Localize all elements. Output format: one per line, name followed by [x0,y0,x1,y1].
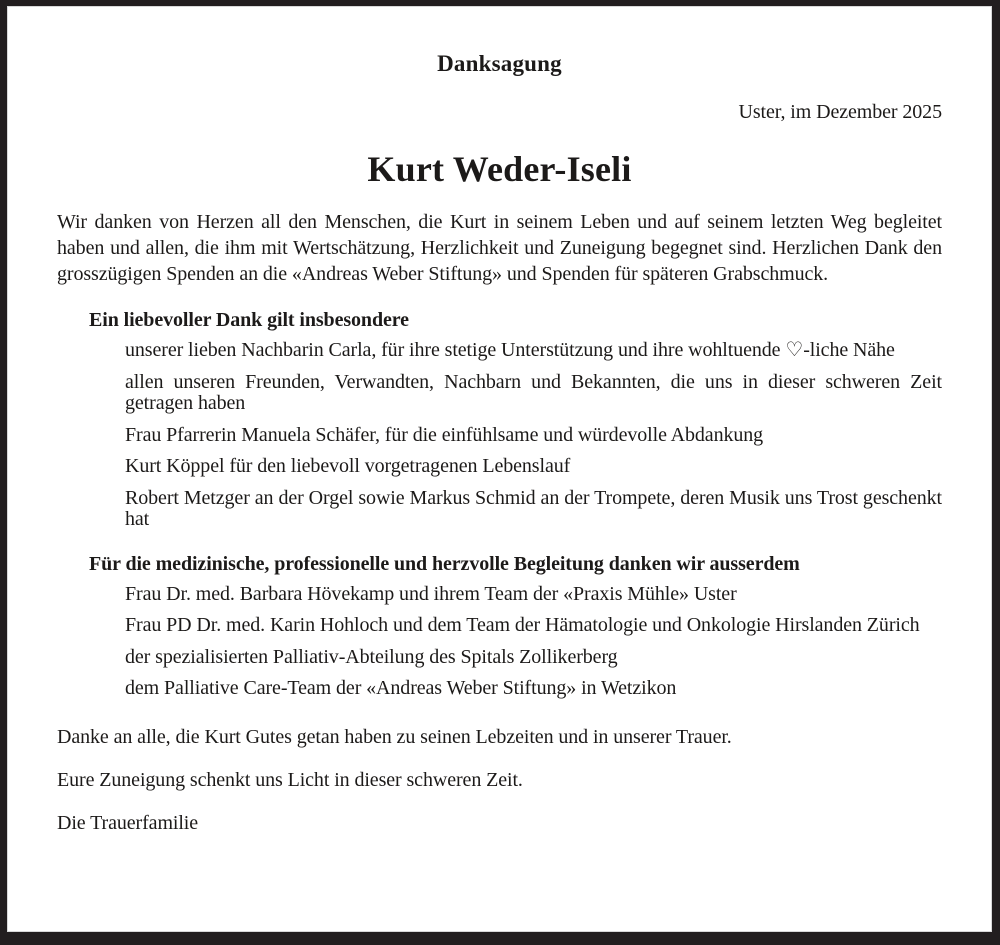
thanks-item-palliative-care-team: dem Palliative Care-Team der «Andreas Weber Stiftung» in Wetzikon [125,677,677,699]
thanks-item-oncology-team: Frau PD Dr. med. Karin Hohloch und dem Team der Hämatologie und Onkologie Hirslanden Zürich [125,614,920,636]
closing-paragraph-thanks: Danke an alle, die Kurt Gutes getan haben zu seinen Lebzeiten und in unserer Trauer. [57,725,732,748]
thanks-item-friends: allen unseren Freunden, Verwandten, Nachbarn und Bekannten, die uns in dieser schweren Zeit getragen haben [125,370,942,414]
intro-paragraph: Wir danken von Herzen all den Menschen, die Kurt in seinem Leben und auf seinem letzten Weg begleitet haben und allen, die ihm mit Wertschätzung, Herzlichkeit und Zuneigung begegnet sind. Herzlichen Dank den grosszügigen Spenden an die «Andreas Weber Stiftung» und Spenden für späteren Grabschmuck. [57,211,942,285]
section-heading-medical: Für die medizinische, professionelle und herzvolle Begleitung danken wir ausserdem [89,552,800,575]
thanks-item-pastor: Frau Pfarrerin Manuela Schäfer, für die einfühlsame und würdevolle Abdankung [125,423,764,446]
place-date-line: Uster, im Dezember 2025 [738,101,942,123]
section-heading-personal: Ein liebevoller Dank gilt insbesondere [89,309,409,331]
thanks-section-personal [89,308,942,531]
thanks-item-musicians: Robert Metzger an der Orgel sowie Markus Schmid an der Trompete, deren Musik uns Trost geschenkt hat [125,486,942,530]
thanks-item-doctor-praxis: Frau Dr. med. Barbara Hövekamp und ihrem Team der «Praxis Mühle» Uster [125,582,737,605]
thanks-item-palliative-ward: der spezialisierten Palliativ-Abteilung des Spitals Zollikerberg [125,645,618,668]
closing-paragraph-light: Eure Zuneigung schenkt uns Licht in dieser schweren Zeit. [57,768,523,791]
notice-type-heading: Danksagung [437,51,562,76]
thanks-section-medical [89,552,942,700]
signature-family: Die Trauerfamilie [57,811,199,834]
thanks-item-eulogy: Kurt Köppel für den liebevoll vorgetragenen Lebenslauf [125,455,571,477]
thanks-item-neighbor: unserer lieben Nachbarin Carla, für ihre stetige Unterstützung und ihre wohltuende ♡-liche Nähe [125,339,895,361]
deceased-name: Kurt Weder-Iseli [367,149,632,189]
